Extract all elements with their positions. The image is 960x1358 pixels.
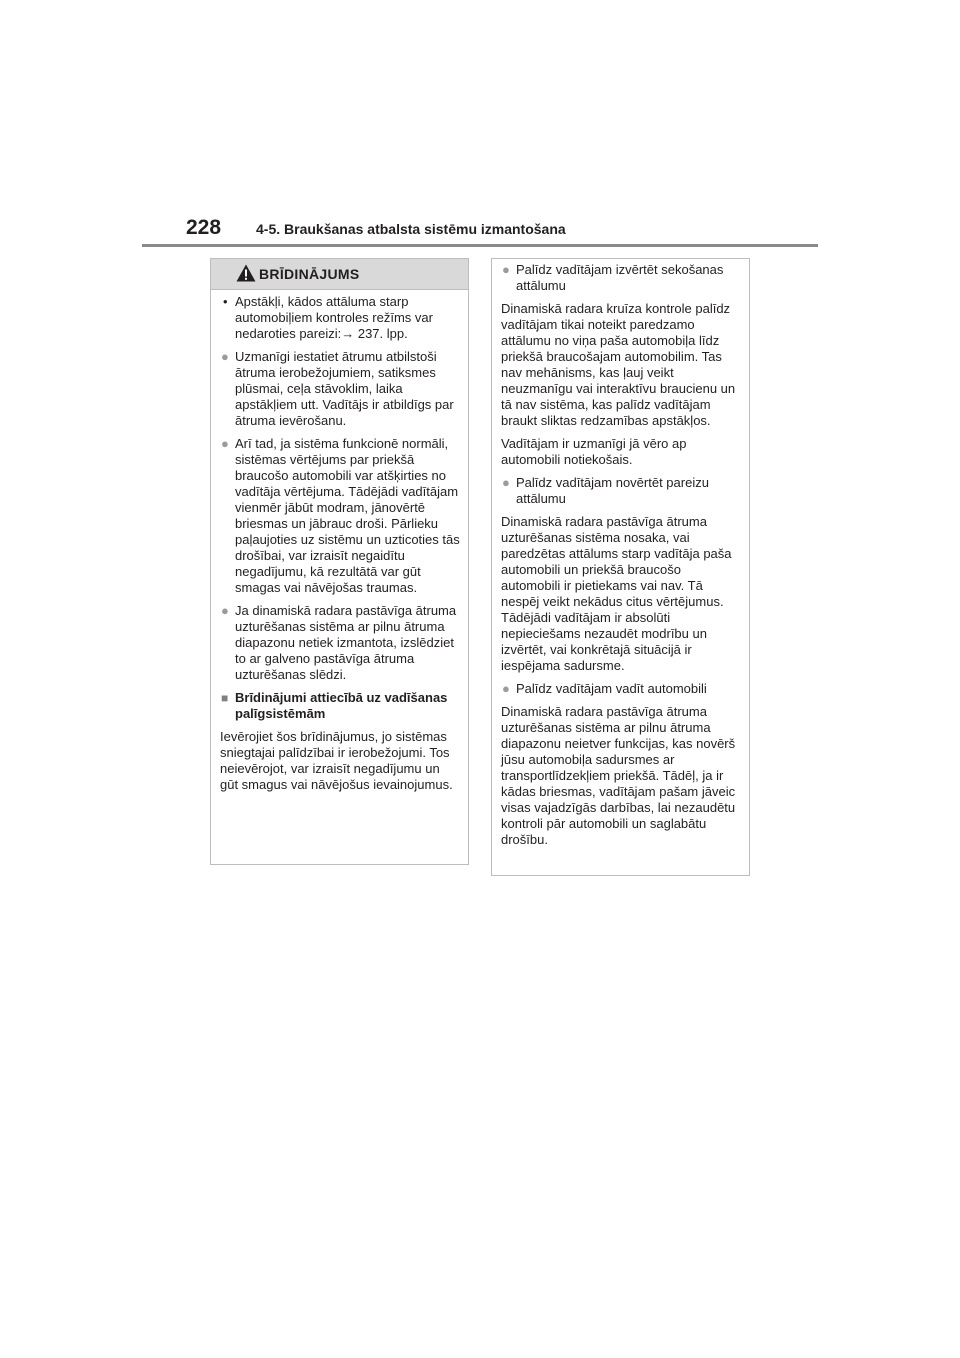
header-rule [142, 244, 818, 247]
page-number: 228 [186, 216, 222, 239]
continued-content [492, 259, 749, 848]
list-item [220, 436, 460, 596]
list-item [220, 349, 460, 429]
square-bullet-icon: ■ [221, 691, 229, 705]
item-paragraph: Vadītājam ir uzmanīgi jā vēro ap automobili notiekošais. [501, 436, 687, 467]
list-item [501, 475, 741, 507]
item-text: Arī tad, ja sistēma funkcionē normāli, sistēmas vērtējums par priekšā braucošo automobili var atšķirties no vadītāja vērtējuma. Tādējādi vadītājam vienmēr jābūt modram, jānovērtē briesmas un jābrauc droši. Pārlieku paļaujoties uz sistēmu un uzticoties tās drošībai, var izraisīt negaidītu negadījumu, kā rezultātā var gūt smagas vai nāvējošas traumas. [235, 436, 460, 595]
section-text: Ievērojiet šos brīdinājumus, jo sistēmas sniegtajai palīdzībai ir ierobežojumi. Tos neievērojot, var izraisīt negadījumu un gūt smagus vai nāvējošus ievainojumus. [220, 729, 453, 792]
item-paragraph: Dinamiskā radara kruīza kontrole palīdz vadītājam tikai noteikt paredzamo attālumu no viņa paša automobiļa līdz priekšā braucošajam automobilim. Tas nav mehānisms, kas ļauj veikt neuzmanīgu vai interaktīvu braucienu un tā nav sistēma, kas palīdz vadītājam braukt sliktas redzamības apstākļos. [501, 301, 736, 428]
section-heading-text: Brīdinājumi attiecībā uz vadīšanas palīgsistēmām [235, 690, 448, 721]
page-header [142, 212, 818, 248]
warning-header [211, 259, 468, 290]
circle-bullet-icon: ● [502, 681, 510, 696]
chapter-title: 4-5. Braukšanas atbalsta sistēmu izmantošana [256, 221, 566, 237]
circle-bullet-icon: ● [221, 603, 229, 618]
circle-bullet-icon: ● [502, 262, 510, 277]
dot-bullet-icon: • [223, 294, 228, 309]
item-heading: Palīdz vadītājam izvērtēt sekošanas attālumu [516, 262, 724, 293]
item-text: Uzmanīgi iestatiet ātrumu atbilstoši ātruma ierobežojumiem, satiksmes plūsmai, ceļa stāvoklim, laika apstākļiem utt. Vadītājs ir atbildīgs par ātruma ievērošanu. [235, 349, 454, 428]
item-text: Ja dinamiskā radara pastāvīga ātruma uzturēšanas sistēma ar pilnu ātruma diapazonu netiek izmantota, izslēdziet to ar galveno pastāvīga ātruma uzturēšanas slēdzi. [235, 603, 457, 682]
warning-content [211, 290, 468, 793]
item-heading: Palīdz vadītājam vadīt automobili [516, 681, 707, 696]
item-text: Apstākļi, kādos attāluma starp automobiļiem kontroles režīms var nedaroties pareizi:→ 237. lpp. [235, 294, 433, 341]
circle-bullet-icon: ● [221, 436, 229, 451]
warning-title: BRĪDINĀJUMS [259, 266, 360, 282]
item-heading: Palīdz vadītājam novērtēt pareizu attālumu [516, 475, 709, 506]
warning-triangle-icon [236, 264, 256, 282]
circle-bullet-icon: ● [502, 475, 510, 490]
item-paragraph: Dinamiskā radara pastāvīga ātruma uzturēšanas sistēma ar pilnu ātruma diapazonu neietver funkcijas, kas novērš jūsu automobiļa sadursmes ar transportlīdzekļiem priekšā. Tādēļ, ja ir kādas briesmas, vadītājam pašam jāveic visas vajadzīgās darbības, lai nezaudētu kontroli pār automobili un saglabātu drošību. [501, 704, 736, 847]
list-item [220, 294, 460, 342]
section-heading [220, 690, 460, 722]
warning-box [210, 258, 469, 865]
list-item [501, 681, 741, 697]
list-item [220, 603, 460, 683]
item-paragraph: Dinamiskā radara pastāvīga ātruma uzturēšanas sistēma nosaka, vai paredzētas attālums starp vadītāja paša automobili un priekšā braucošo automobili ir pietiekams vai nav. Tā nespēj veikt nekādus citus vērtējumus. Tādējādi vadītājam ir absolūti nepieciešams nezaudēt modrību un izvērtēt, vai konkrētajā situācijā ir iespējama sadursme. [501, 514, 732, 673]
continued-box [491, 258, 750, 876]
list-item [501, 262, 741, 294]
circle-bullet-icon: ● [221, 349, 229, 364]
